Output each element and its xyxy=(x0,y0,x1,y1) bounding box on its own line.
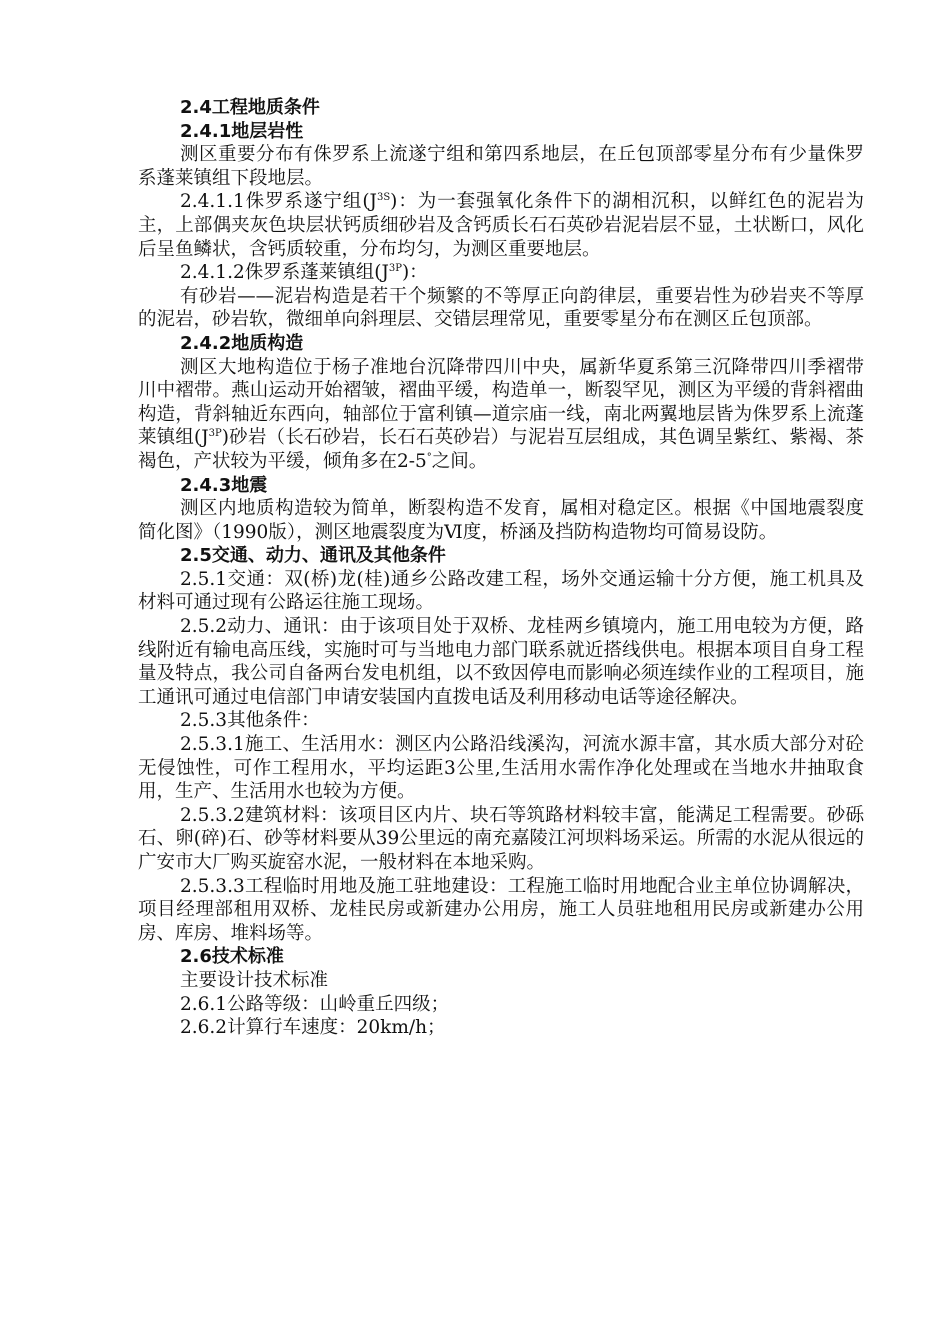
paragraph-2-5-1: 2.5.1交通：双(桥)龙(桂)通乡公路改建工程，场外交通运输十分方便，施工机具及材料可通过现有公路运往施工现场。 xyxy=(138,568,864,614)
paragraph-2-6-2: 2.6.2计算行车速度：20km/h； xyxy=(180,1017,446,1039)
text: )：为一套强氧化条件下的湖相沉积，以鲜红色的泥岩为主，上部偶夹灰色块层状钙质细砂岩及含钙质长石石英砂岩泥岩层不显，土状断口，风化后呈鱼鳞状，含钙质较重，分布均匀，为测区重要地层。 xyxy=(138,191,864,260)
paragraph-quake: 测区内地质构造较为简单，断裂构造不发育，属相对稳定区。根据《中国地震裂度简化图》（1990版），测区地震裂度为Ⅵ度，桥涵及挡防构造物均可简易设防。 xyxy=(138,498,864,543)
paragraph-2-5-3-1: 2.5.3.1施工、生活用水：测区内公路沿线溪沟，河流水源丰富，其水质大部分对砼无侵蚀性，可作工程用水，平均运距3公里,生活用水需作净化处理或在当地水井抽取食用，生产、生活用水也较为方便。 xyxy=(138,734,864,803)
document-page xyxy=(138,96,864,1040)
heading-2-4-1: 2.4.1地层岩性 xyxy=(180,120,304,142)
text: 之间。 xyxy=(431,450,488,472)
paragraph-2-5-3-3: 2.5.3.3工程临时用地及施工驻地建设：工程施工临时用地配合业主单位协调解决，项目经理部租用双桥、龙桂民房或新建办公用房，施工人员驻地租用民房或新建办公用房、库房、堆料场等。 xyxy=(138,875,864,944)
text: )： xyxy=(401,262,428,284)
paragraph-2-5-3-2: 2.5.3.2建筑材料：该项目区内片、块石等筑路材料较丰富，能满足工程需要。砂砾石、卵(碎)石、砂等材料要从39公里远的南充嘉陵江河坝料场采运。所需的水泥从很远的广安市大厂购买旋窑水泥，一般材料在本地采购。 xyxy=(138,804,864,873)
paragraph-sandstone: 有砂岩——泥岩构造是若干个频繁的不等厚正向韵律层，重要岩性为砂岩夹不等厚的泥岩，砂岩软，微细单向斜理层、交错层理常见，重要零星分布在测区丘包顶部。 xyxy=(138,285,864,331)
heading-2-4-2: 2.4.2地质构造 xyxy=(180,332,304,354)
heading-2-6: 2.6技术标准 xyxy=(180,946,284,968)
heading-2-4-3: 2.4.3地震 xyxy=(180,474,268,496)
superscript: 3P xyxy=(388,263,402,275)
paragraph-2-6-1: 2.6.1公路等级：山岭重丘四级； xyxy=(180,993,450,1015)
text: 2.4.1.1侏罗系遂宁组(J xyxy=(180,191,377,213)
superscript: 3P xyxy=(208,428,222,440)
degree-symbol: ° xyxy=(426,451,432,463)
paragraph-2-6-intro: 主要设计技术标准 xyxy=(180,969,329,991)
paragraph-2-4-1-2 xyxy=(138,261,864,285)
text: 2.4.1.2侏罗系蓬莱镇组(J xyxy=(180,262,389,284)
text: 测区大地构造位于杨子准地台沉降带四川中央，属新华夏系第三沉降带四川季褶带川中褶带。燕山运动开始褶皱，褶曲平缓，构造单一，断裂罕见，测区为平缓的背斜褶曲构造，背斜轴近东西向，轴部位于富利镇—道宗庙一线，南北两翼地层皆为侏罗系上流蓬莱镇组(J xyxy=(138,356,864,449)
paragraph-2-5-3: 2.5.3其他条件： xyxy=(180,710,320,732)
heading-2-5: 2.5交通、动力、通讯及其他条件 xyxy=(180,545,446,567)
paragraph-structure xyxy=(138,356,864,474)
paragraph-2-5-2: 2.5.2动力、通讯：由于该项目处于双桥、龙桂两乡镇境内，施工用电较为方便，路线附近有输电高压线，实施时可与当地电力部门联系就近搭线供电。根据本项目自身工程量及特点，我公司自备两台发电机组，以不致因停电而影响必须连续作业的工程项目，施工通讯可通过电信部门申请安装国内直拨电话及利用移动电话等途径解决。 xyxy=(138,616,864,708)
heading-2-4: 2.4工程地质条件 xyxy=(180,97,320,118)
paragraph-intro: 测区重要分布有侏罗系上流遂宁组和第四系地层，在丘包顶部零星分布有少量侏罗系蓬莱镇组下段地层。 xyxy=(138,144,864,189)
paragraph-2-4-1-1 xyxy=(138,190,864,261)
text: )砂岩（长石砂岩，长石石英砂岩）与泥岩互层组成，其色调呈紫红、紫褐、茶褐色，产状较为平缓，倾角多在2-5 xyxy=(138,427,864,472)
superscript: 3S xyxy=(376,192,391,204)
